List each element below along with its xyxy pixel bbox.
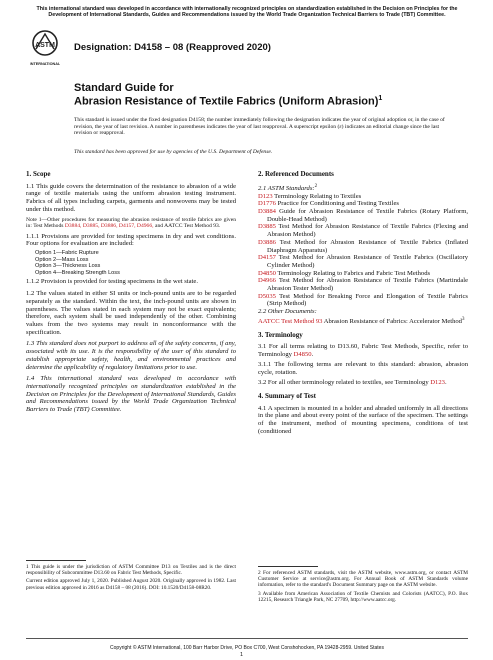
left-column — [26, 171, 236, 414]
ref-item[interactable]: D4966 Test Method for Abrasion Resistance of Textile Fabrics (Martindale Abrasion Tester Method) — [258, 277, 468, 293]
footnote-3: 3 Available from American Association of Textile Chemists and Colorists (AATCC), P.O. Box 12215, Research Triangle Park, NC 27709, http://www.aatcc.org. — [258, 590, 468, 603]
summary-heading: 4. Summary of Test — [258, 391, 316, 400]
ref-item[interactable]: D4850 Terminology Relating to Fabrics and Fabric Test Methods — [258, 269, 431, 277]
right-footnotes — [258, 566, 468, 603]
para-1-1-1: 1.1.1 Provisions are provided for testing specimens in dry and wet conditions. Four options for evaluation are included: — [26, 232, 236, 248]
astm-logo-icon — [30, 29, 60, 71]
footnote-2: 2 For referenced ASTM standards, visit the ASTM website, www.astm.org, or contact ASTM Customer Service at service@astm.org. For Annual Book of ASTM Standards volume information, refer to the standard's Document Summary page on the ASTM website. — [258, 570, 468, 589]
ref-item[interactable]: D3886 Test Method for Abrasion Resistance of Textile Fabrics (Inflated Diaphragm Apparatus) — [258, 238, 468, 254]
option-item: Option 2—Mass Loss — [35, 256, 89, 263]
para-1-2: 1.2 The values stated in either SI units or inch-pound units are to be regarded separately as the standard. Within the text, the inch-pound units are shown in parentheses. The values stated in each system may not be exact equivalents; therefore, each system shall be used independently of the other. Combining values from the two systems may result in nonconformance with the specification. — [26, 290, 236, 336]
option-item: Option 1—Fabric Rupture — [35, 250, 99, 257]
note-1: Note 1—Other procedures for measuring the abrasion resistance of textile fabrics are given in: Test Methods D3884, D3885, D3886, D4157, D4966, and AATCC Test Method 93. — [26, 216, 236, 230]
designation: Designation: D4158 – 08 (Reapproved 2020) — [74, 42, 271, 53]
para-3-1-1: 3.1.1 The following terms are relevant to this standard: abrasion, abrasion cycle, rotation. — [258, 360, 468, 376]
footnote-1: 1 This guide is under the jurisdiction of ASTM Committee D13 on Textiles and is the direct responsibility of Subcommittee D13.60 on Fabric Test Methods, Specific. — [26, 564, 236, 577]
para-1-1-2: 1.1.2 Provision is provided for testing specimens in the wet state. — [26, 278, 198, 286]
option-item: Option 3—Thickness Loss — [35, 263, 101, 270]
footnote-divider — [26, 560, 86, 561]
left-footnotes — [26, 560, 236, 591]
para-1-1: 1.1 This guide covers the determination of the resistance to abrasion of a wide range of textile materials using the uniform abrasion testing instrument. Fabrics of all types including carpets, garments and nonwovens may be tested under this method. — [26, 182, 236, 213]
issue-note: This standard is issued under the fixed designation D4158; the number immediately following the designation indicates the year of original adoption or, in the case of revision, the year of last revision. A number in parentheses indicates the year of last reapproval. A superscript epsilon (ε) indicates an editorial change since the last revision or reapproval. — [74, 117, 445, 137]
footer-divider — [26, 638, 468, 639]
link-d4850[interactable]: D4850 — [293, 351, 312, 359]
copyright-footer: Copyright © ASTM International, 100 Barr Harbor Drive, PO Box C700, West Conshohocken, PA 19428-2959. United States — [110, 645, 384, 651]
terminology-heading: 3. Terminology — [258, 330, 303, 339]
svg-text:INTERNATIONAL: INTERNATIONAL — [30, 62, 60, 66]
astm-logo — [30, 29, 60, 71]
development-notice: This international standard was developed in accordance with internationally recognized principles on standardization established in the Decision on Principles for the Development of International Standards, Guides and Recommendations issued by the World Trade Organization Technical Barriers to Trade (TBT) Committee. — [36, 6, 458, 19]
document-title: Abrasion Resistance of Textile Fabrics (Uniform Abrasion)$^1$ — [74, 95, 383, 108]
title-prefix: Standard Guide for — [74, 82, 174, 94]
other-documents-label: 2.2 Other Documents: — [258, 308, 317, 316]
footnote-1-edition: Current edition approved July 1, 2020. Published August 2020. Originally approved in 1982. Last previous edition approved in 2016 as D4158 – 08 (2016). DOI: 10.1520/D4158-08R20. — [26, 578, 236, 591]
options-list — [26, 250, 236, 276]
ref-item[interactable]: D4157 Test Method for Abrasion Resistance of Textile Fabrics (Oscillatory Cylinder Method) — [258, 254, 468, 269]
astm-standards-label: 2.1 ASTM Standards:$^2$ — [258, 183, 318, 192]
para-3-2: 3.2 For all other terminology related to textiles, see Terminology D123. — [258, 379, 447, 387]
approval-note: This standard has been approved for use by agencies of the U.S. Department of Defense. — [74, 149, 273, 155]
footnote-divider — [258, 566, 318, 567]
ref-item-aatcc[interactable]: AATCC Test Method 93 Abrasion Resistance of Fabrics: Accelerator Method$^3$ — [258, 316, 465, 326]
svg-text:ASTM: ASTM — [35, 42, 55, 49]
para-1-4: 1.4 This international standard was developed in accordance with internationally recognized principles on standardization established in the Decision on Principles for the Development of International Standards, Guides and Recommendations issued by the World Trade Organization Technical Barriers to Trade (TBT) Committee. — [26, 375, 236, 414]
para-1-3: 1.3 This standard does not purport to address all of the safety concerns, if any, associated with its use. It is the responsibility of the user of this standard to establish appropriate safety, health, and environmental practices and determine the applicability of regulatory limitations prior to use. — [26, 340, 236, 371]
referenced-documents-heading: 2. Referenced Documents — [258, 170, 334, 178]
ref-item[interactable]: D5035 Test Method for Breaking Force and Elongation of Textile Fabrics (Strip Method) — [258, 292, 468, 308]
ref-item[interactable]: D123 Terminology Relating to Textiles — [258, 192, 362, 200]
page-number: 1 — [240, 652, 244, 658]
right-column — [258, 171, 468, 435]
para-4-1: 4.1 A specimen is mounted in a holder and abraded uniformly in all directions in the plane and about every point of the surface of the specimen. The settings of the instrument, method of mounting specimens, conditions of test (conditioned — [258, 404, 468, 435]
scope-heading: 1. Scope — [26, 170, 51, 178]
link-d123[interactable]: D123 — [430, 379, 445, 387]
ref-item[interactable]: D3884 Guide for Abrasion Resistance of Textile Fabrics (Rotary Platform, Double-Head Method) — [258, 208, 468, 223]
ref-item[interactable]: D3885 Test Method for Abrasion Resistance of Textile Fabrics (Flexing and Abrasion Method) — [258, 223, 468, 239]
para-3-1: 3.1 For all terms relating to D13.60, Fabric Test Methods, Specific, refer to Terminology D4850. — [258, 343, 468, 359]
note-1-links[interactable]: D3884, D3885, D3886, D4157, D4966, — [64, 223, 154, 230]
ref-item[interactable]: D1776 Practice for Conditioning and Testing Textiles — [258, 200, 399, 208]
option-item: Option 4—Breaking Strength Loss — [35, 269, 120, 276]
